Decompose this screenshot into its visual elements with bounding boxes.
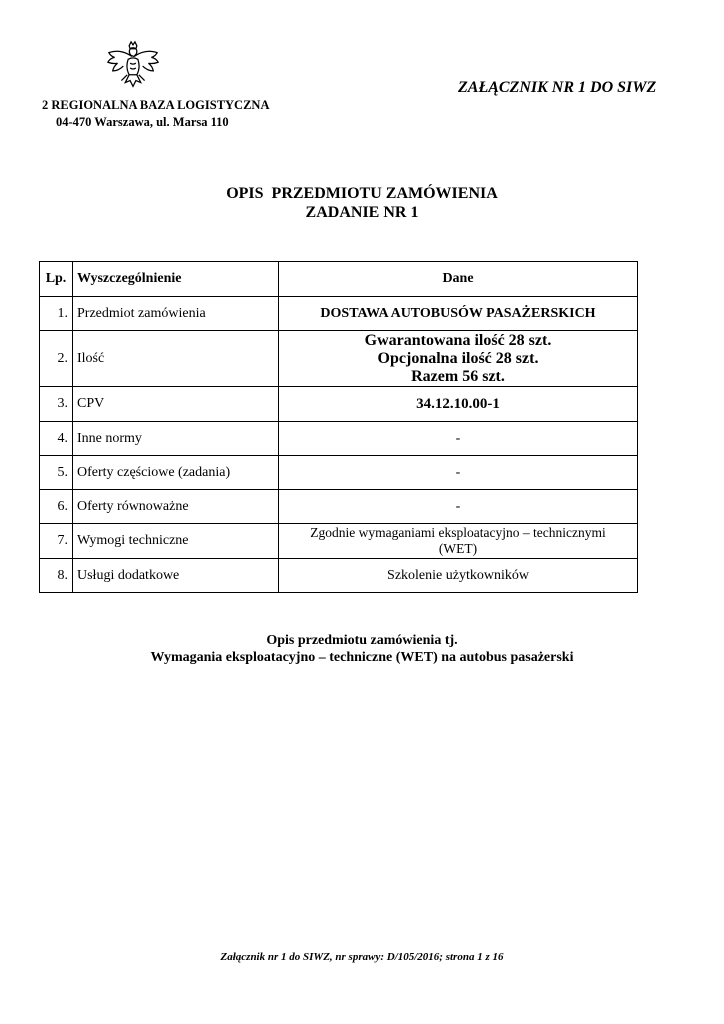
quantity-guaranteed: Gwarantowana ilość 28 szt.	[364, 331, 552, 349]
table-row	[40, 490, 638, 524]
quantity-optional: Opcjonalna ilość 28 szt.	[377, 349, 539, 367]
row-item: Przedmiot zamówienia	[73, 297, 279, 331]
eagle-emblem-icon	[104, 40, 162, 98]
header-data: Dane	[279, 262, 638, 297]
row-number: 5.	[40, 456, 73, 490]
row-data: -	[279, 456, 638, 490]
row-number: 1.	[40, 297, 73, 331]
description-block	[0, 632, 724, 666]
row-data	[279, 331, 638, 387]
page-footer: Załącznik nr 1 do SIWZ, nr sprawy: D/105/2016; strona 1 z 16	[220, 951, 504, 963]
organization-block	[42, 97, 269, 131]
row-item: Usługi dodatkowe	[73, 559, 279, 593]
table-row	[40, 297, 638, 331]
row-data	[279, 524, 638, 559]
document-title	[0, 184, 724, 222]
table-row	[40, 387, 638, 422]
title-line-2: ZADANIE NR 1	[305, 204, 419, 221]
description-line-2: Wymagania eksploatacyjno – techniczne (WET) na autobus pasażerski	[150, 650, 574, 665]
specification-table	[39, 261, 638, 593]
row-item: Oferty częściowe (zadania)	[73, 456, 279, 490]
row-data: -	[279, 422, 638, 456]
row-data: DOSTAWA AUTOBUSÓW PASAŻERSKICH	[279, 297, 638, 331]
row-number: 8.	[40, 559, 73, 593]
row-item: CPV	[73, 387, 279, 422]
annex-label: ZAŁĄCZNIK NR 1 DO SIWZ	[458, 79, 657, 96]
row-number: 2.	[40, 331, 73, 387]
row-item: Wymogi techniczne	[73, 524, 279, 559]
row-data: -	[279, 490, 638, 524]
row-item: Ilość	[73, 331, 279, 387]
title-line-1: OPIS PRZEDMIOTU ZAMÓWIENIA	[226, 185, 498, 202]
organization-address: 04-470 Warszawa, ul. Marsa 110	[56, 115, 229, 129]
table-row	[40, 524, 638, 559]
row-number: 7.	[40, 524, 73, 559]
description-line-1: Opis przedmiotu zamówienia tj.	[266, 633, 458, 648]
quantity-total: Razem 56 szt.	[411, 367, 505, 385]
organization-name: 2 REGIONALNA BAZA LOGISTYCZNA	[42, 98, 270, 112]
row-number: 3.	[40, 387, 73, 422]
row-item: Oferty równoważne	[73, 490, 279, 524]
row-item: Inne normy	[73, 422, 279, 456]
table-header-row	[40, 262, 638, 297]
row-number: 6.	[40, 490, 73, 524]
row-data: Szkolenie użytkowników	[279, 559, 638, 593]
table-row	[40, 331, 638, 387]
requirements-line-2: (WET)	[438, 541, 478, 556]
row-data: 34.12.10.00-1	[279, 387, 638, 422]
table-row	[40, 559, 638, 593]
row-number: 4.	[40, 422, 73, 456]
table-row	[40, 422, 638, 456]
requirements-line-1: Zgodnie wymaganiami eksploatacyjno – technicznymi	[310, 525, 606, 540]
header-lp: Lp.	[40, 262, 73, 297]
table-row	[40, 456, 638, 490]
header-item: Wyszczególnienie	[73, 262, 279, 297]
